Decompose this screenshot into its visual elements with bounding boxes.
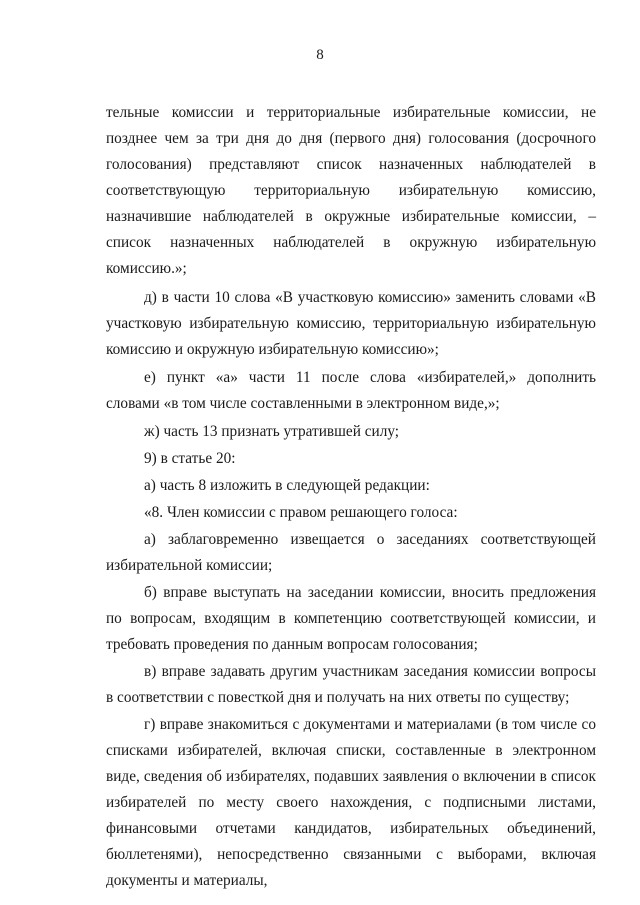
paragraph: д) в части 10 слова «В участковую комиссию» заменить словами «В участковую избирательную комиссию, территориальную избирательную комиссию и окружную избирательную комиссию»; bbox=[106, 289, 596, 358]
paragraph: в) вправе задавать другим участникам заседания комиссии вопросы в соответствии с повесткой дня и получать на них ответы по существу; bbox=[106, 663, 596, 706]
paragraph: б) вправе выступать на заседании комиссии, вносить предложения по вопросам, входящим в компетенцию соответствующей комиссии, и требовать проведения по данным вопросам голосования; bbox=[106, 584, 596, 653]
paragraph: ж) часть 13 признать утратившей силу; bbox=[144, 423, 400, 440]
paragraph: г) вправе знакомиться с документами и материалами (в том числе со списками избирателей, включая списки, составленные в электронном виде, сведения об избирателях, подавших заявления о включении в список избирателей по месту своего нахождения, с подписными листами, финансовыми отчетами кандидатов, избирательных объединений, бюллетенями), непосредственно связанными с выборами, включая документы и материалы, bbox=[106, 716, 596, 889]
document-body bbox=[106, 100, 596, 894]
paragraph: 9) в статье 20: bbox=[144, 450, 236, 467]
paragraph: е) пункт «а» части 11 после слова «избирателей,» дополнить словами «в том числе составленными в электронном виде,»; bbox=[106, 369, 596, 412]
paragraph: «8. Член комиссии с правом решающего голоса: bbox=[144, 504, 458, 521]
page-number: 8 bbox=[316, 47, 324, 63]
paragraph: а) часть 8 изложить в следующей редакции: bbox=[144, 477, 430, 494]
paragraph: тельные комиссии и территориальные избирательные комиссии, не позднее чем за три дня до дня (первого дня) голосования (досрочного голосования) представляют список назначенных наблюдателей в соответствующую территориальную избирательную комиссию, назначившие наблюдателей в окружные избирательные комиссии, – список назначенных наблюдателей в окружную избирательную комиссию.»; bbox=[106, 104, 596, 277]
paragraph: а) заблаговременно извещается о заседаниях соответствующей избирательной комиссии; bbox=[106, 531, 596, 574]
